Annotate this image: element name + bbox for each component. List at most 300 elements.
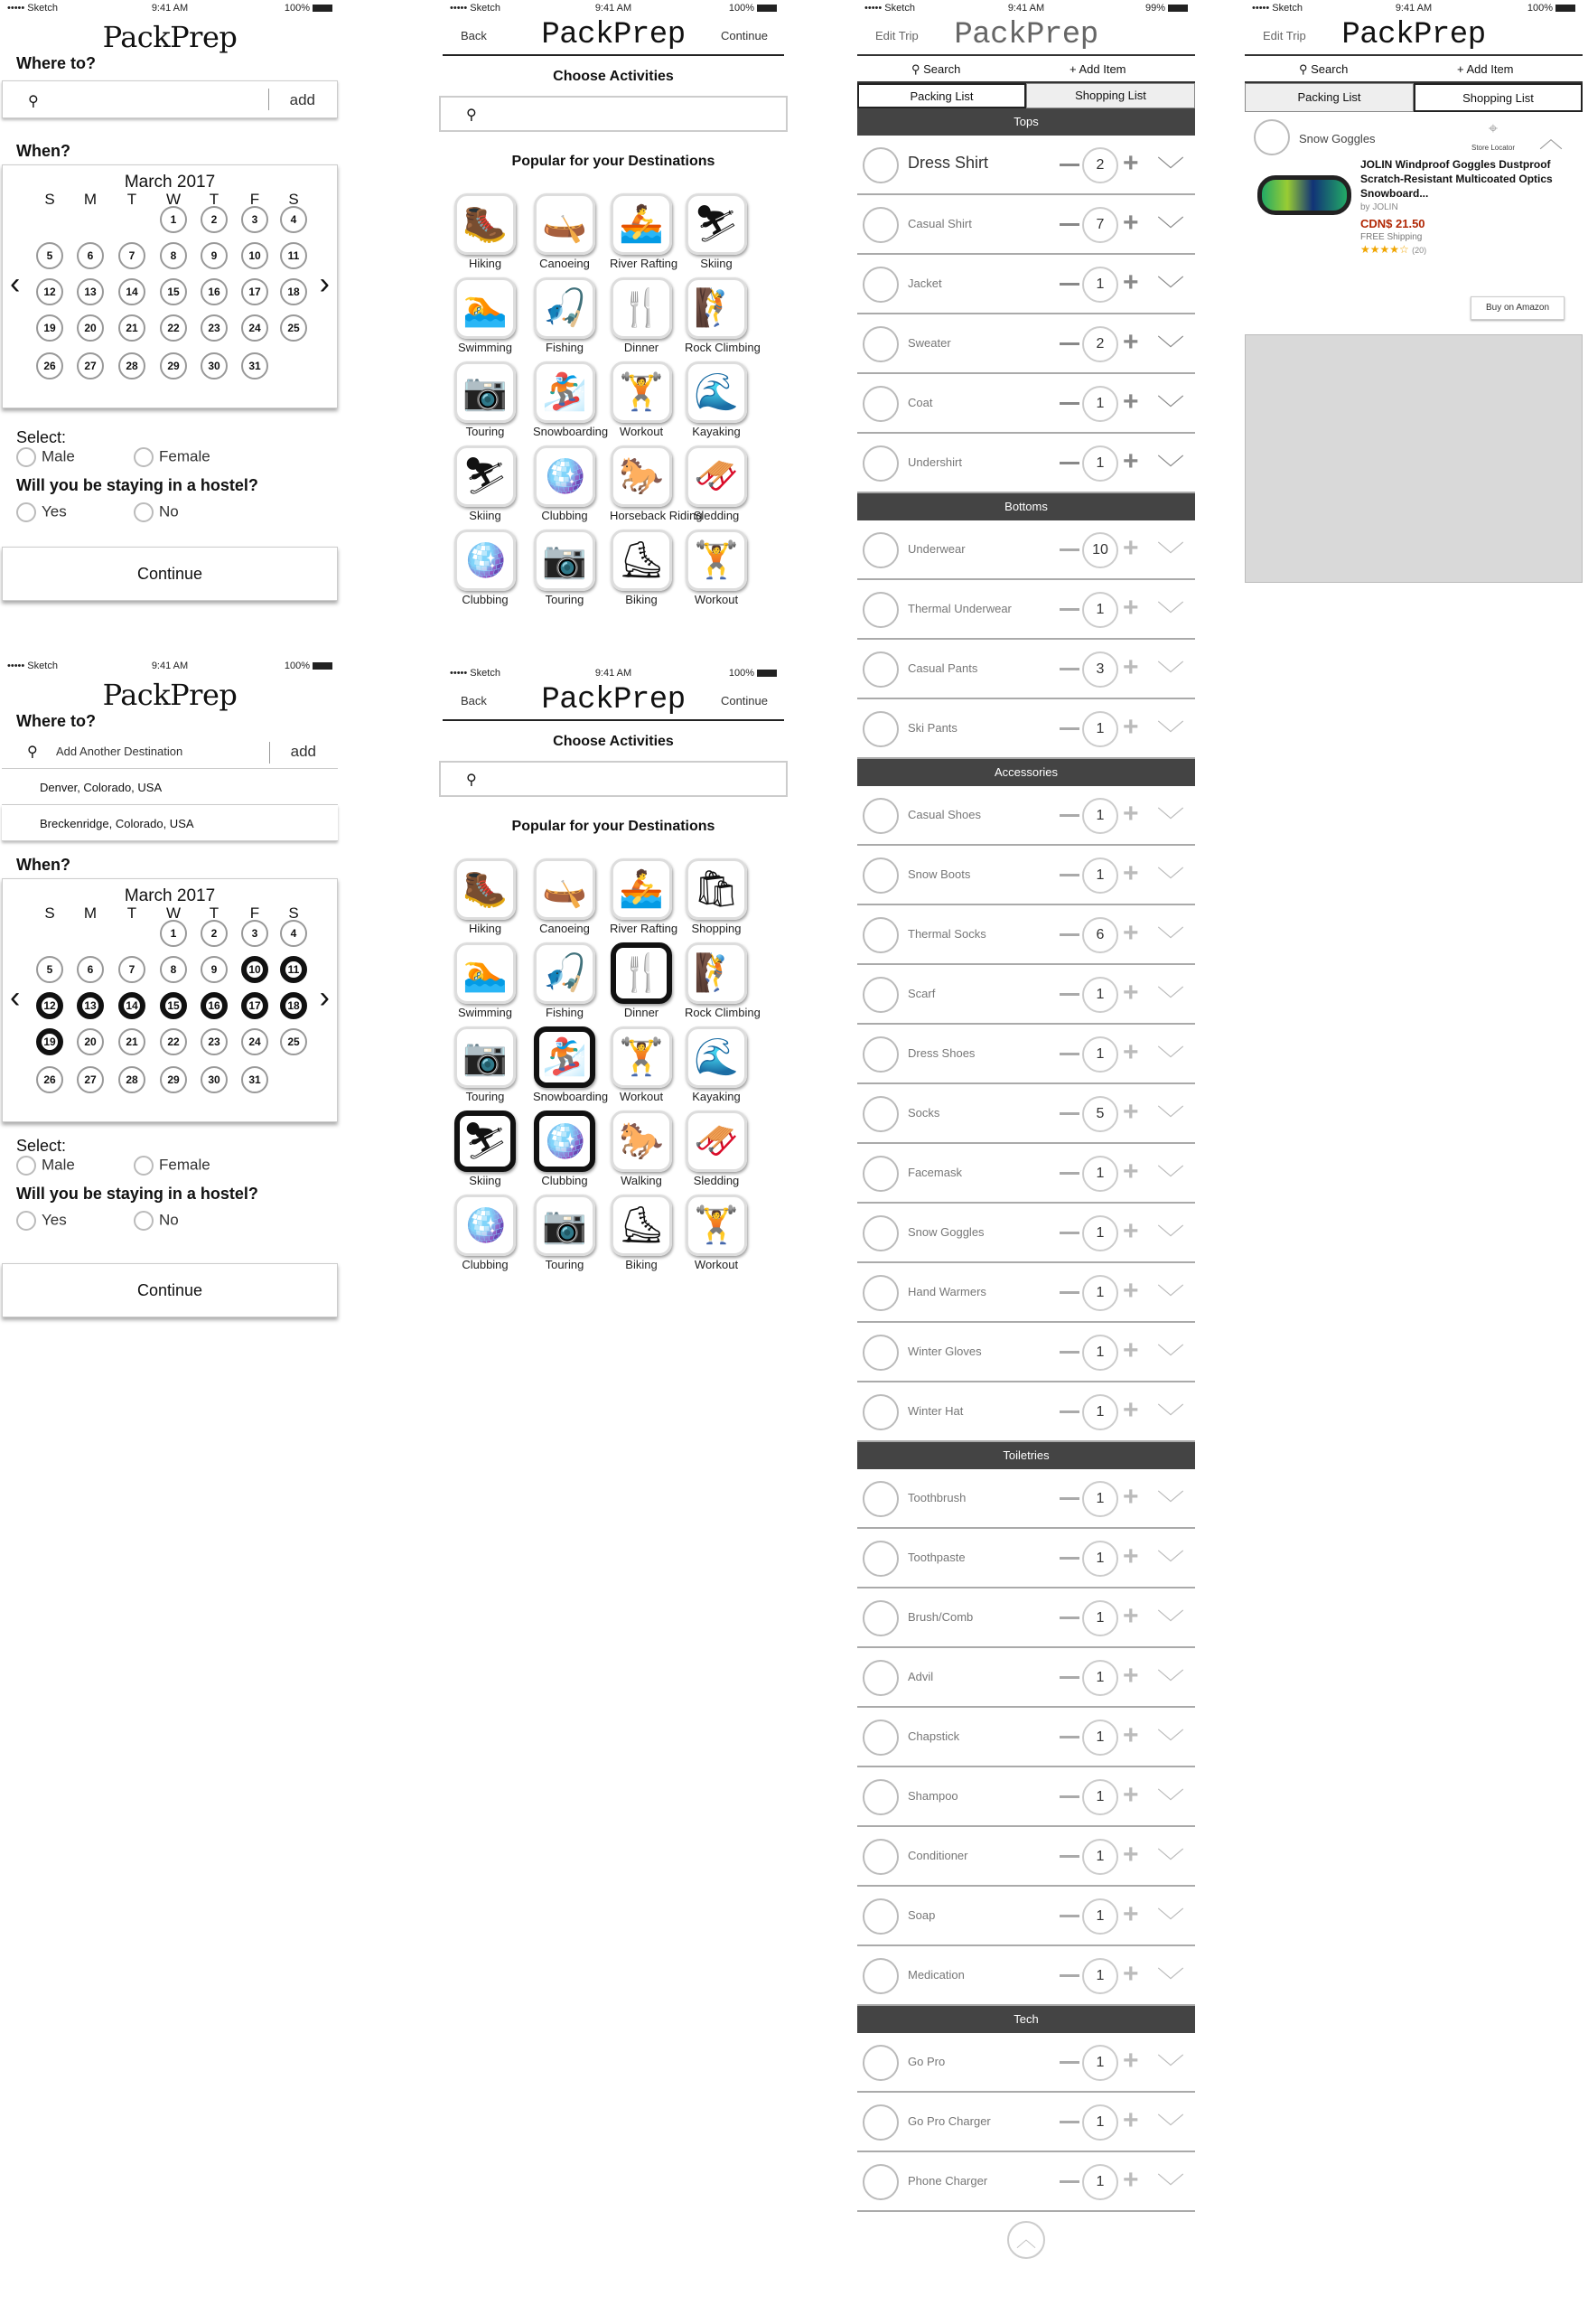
calendar-day[interactable]: 4 — [280, 920, 307, 947]
calendar-day[interactable]: 23 — [201, 1028, 228, 1055]
female-option[interactable] — [134, 447, 210, 467]
male-radio[interactable] — [16, 447, 36, 467]
calendar-day[interactable]: 21 — [118, 314, 145, 342]
activity-search[interactable] — [439, 761, 788, 797]
add-item-button[interactable]: + Add Item — [1457, 62, 1514, 76]
continue-button[interactable]: Continue — [2, 547, 338, 601]
increment-button[interactable]: + — [1123, 918, 1139, 948]
item-checkbox[interactable] — [863, 1958, 899, 1994]
decrement-button[interactable] — [1060, 402, 1079, 405]
decrement-button[interactable] — [1060, 1497, 1079, 1500]
increment-button[interactable]: + — [1123, 1959, 1139, 1989]
activity-skiing[interactable] — [685, 193, 748, 270]
increment-button[interactable]: + — [1123, 652, 1139, 682]
calendar-day[interactable]: 28 — [118, 352, 145, 380]
chevron-down-icon[interactable]: ﹀ — [1157, 2113, 1184, 2143]
calendar-day[interactable]: 2 — [201, 206, 228, 233]
buy-on-amazon-button[interactable]: Buy on Amazon — [1471, 296, 1565, 320]
calendar-day[interactable]: 18 — [280, 278, 307, 305]
activity-sledding[interactable] — [685, 1110, 748, 1187]
calendar-day[interactable]: 31 — [241, 352, 268, 380]
calendar-day[interactable]: 25 — [280, 1028, 307, 1055]
prev-month-arrow[interactable]: ‹ — [10, 980, 21, 1015]
no-option[interactable] — [134, 502, 179, 522]
calendar-day[interactable]: 13 — [77, 278, 104, 305]
decrement-button[interactable] — [1060, 1974, 1079, 1977]
packing-item-row — [857, 520, 1195, 580]
decrement-button[interactable] — [1060, 1351, 1079, 1354]
carrier: ••••• Sketch — [7, 3, 58, 14]
item-checkbox[interactable] — [863, 1275, 899, 1311]
chevron-down-icon[interactable]: ﹀ — [1157, 601, 1184, 631]
item-name: Snow Boots — [908, 867, 971, 881]
hostel-question: Will you be staying in a hostel? — [16, 1185, 258, 1203]
search-label: Search — [1311, 62, 1349, 76]
calendar-day[interactable]: 5 — [36, 242, 63, 269]
decrement-button[interactable] — [1060, 1795, 1079, 1798]
activity-canoeing[interactable] — [533, 858, 596, 935]
add-item-button[interactable]: + Add Item — [1070, 62, 1126, 76]
calendar-day[interactable]: 27 — [77, 352, 104, 380]
activity-fishing[interactable] — [533, 942, 596, 1019]
calendar-day[interactable]: 29 — [160, 352, 187, 380]
decrement-button[interactable] — [1060, 1616, 1079, 1619]
decrement-button[interactable] — [1060, 342, 1079, 345]
item-checkbox[interactable] — [863, 651, 899, 688]
calendar-day[interactable]: 14 — [118, 992, 145, 1019]
activity-touring[interactable] — [453, 361, 517, 438]
increment-button[interactable]: + — [1123, 1661, 1139, 1691]
item-checkbox[interactable] — [863, 1215, 899, 1251]
calendar-day[interactable]: 10 — [241, 242, 268, 269]
calendar-day[interactable]: 24 — [241, 314, 268, 342]
female-option[interactable] — [134, 1156, 210, 1176]
decrement-button[interactable] — [1060, 1410, 1079, 1413]
calendar-day[interactable]: 26 — [36, 352, 63, 380]
increment-button[interactable]: + — [1123, 1601, 1139, 1631]
item-checkbox[interactable] — [863, 2045, 899, 2081]
male-option[interactable] — [16, 447, 75, 467]
decrement-button[interactable] — [1060, 1232, 1079, 1234]
item-checkbox[interactable] — [863, 1839, 899, 1875]
chevron-down-icon[interactable]: ﹀ — [1157, 720, 1184, 750]
increment-button[interactable]: + — [1123, 533, 1139, 563]
item-checkbox[interactable] — [863, 1779, 899, 1815]
item-checkbox[interactable] — [863, 1036, 899, 1073]
chevron-down-icon[interactable]: ﹀ — [1157, 2173, 1184, 2203]
back-button[interactable]: Back — [461, 29, 487, 42]
activity-skiing[interactable] — [453, 1110, 517, 1187]
activity-dinner[interactable] — [610, 942, 673, 1019]
yes-option[interactable] — [16, 502, 67, 522]
destination-search[interactable] — [2, 735, 338, 769]
calendar-day[interactable]: 30 — [201, 1066, 228, 1093]
chevron-down-icon[interactable]: ﹀ — [1157, 1403, 1184, 1433]
collapse-chevron-icon[interactable]: ︿ — [1539, 126, 1564, 153]
item-checkbox[interactable] — [863, 1096, 899, 1132]
chevron-down-icon[interactable]: ﹀ — [1157, 335, 1184, 365]
decrement-button[interactable] — [1060, 1172, 1079, 1175]
chevron-down-icon[interactable]: ﹀ — [1157, 1105, 1184, 1135]
item-quantity: 7 — [1082, 207, 1118, 243]
calendar-day[interactable]: 7 — [118, 956, 145, 983]
activity-dinner[interactable] — [610, 277, 673, 354]
item-checkbox[interactable] — [863, 147, 899, 183]
chevron-down-icon[interactable]: ﹀ — [1157, 1907, 1184, 1937]
chevron-down-icon[interactable]: ﹀ — [1157, 1344, 1184, 1373]
decrement-button[interactable] — [1060, 1053, 1079, 1055]
decrement-button[interactable] — [1060, 2121, 1079, 2123]
yes-radio[interactable] — [16, 1211, 36, 1231]
decrement-button[interactable] — [1060, 2180, 1079, 2183]
calendar-day[interactable]: 2 — [201, 920, 228, 947]
activity-touring[interactable] — [533, 1195, 596, 1271]
tab-packing-list[interactable]: Packing List — [857, 83, 1026, 108]
activity-fishing[interactable] — [533, 277, 596, 354]
chevron-down-icon[interactable]: ﹀ — [1157, 2054, 1184, 2084]
female-radio[interactable] — [134, 1156, 154, 1176]
chevron-down-icon[interactable]: ﹀ — [1157, 395, 1184, 425]
item-checkbox[interactable] — [863, 1600, 899, 1636]
calendar-day[interactable]: 16 — [201, 278, 228, 305]
item-checkbox[interactable] — [863, 917, 899, 953]
chevron-down-icon[interactable]: ﹀ — [1157, 1788, 1184, 1818]
next-month-arrow[interactable]: › — [319, 267, 330, 301]
decrement-button[interactable] — [1060, 874, 1079, 876]
calendar-day[interactable]: 23 — [201, 314, 228, 342]
increment-button[interactable]: + — [1123, 387, 1139, 417]
search-input[interactable]: Add Another Destination — [56, 745, 183, 758]
calendar-day[interactable]: 12 — [36, 278, 63, 305]
add-destination-button[interactable]: add — [290, 743, 316, 760]
increment-button[interactable]: + — [1123, 1097, 1139, 1127]
decrement-button[interactable] — [1060, 2061, 1079, 2064]
back-button[interactable]: Back — [461, 694, 487, 708]
continue-button[interactable]: Continue — [720, 29, 768, 42]
decrement-button[interactable] — [1060, 933, 1079, 936]
calendar-day[interactable]: 8 — [160, 956, 187, 983]
calendar-day[interactable]: 5 — [36, 956, 63, 983]
calendar-day[interactable]: 26 — [36, 1066, 63, 1093]
calendar-day[interactable]: 12 — [36, 992, 63, 1019]
chevron-down-icon[interactable]: ﹀ — [1157, 276, 1184, 305]
item-checkbox[interactable] — [863, 1660, 899, 1696]
item-checkbox[interactable] — [863, 532, 899, 568]
product-title[interactable]: JOLIN Windproof Goggles Dustproof Scratch-Resistant Multicoated Optics Snowboard... — [1360, 158, 1553, 200]
item-checkbox[interactable] — [863, 1156, 899, 1192]
item-checkbox[interactable] — [863, 592, 899, 628]
calendar-day[interactable]: 17 — [241, 278, 268, 305]
item-checkbox[interactable] — [863, 2104, 899, 2141]
chevron-down-icon[interactable]: ﹀ — [1157, 867, 1184, 896]
calendar-day[interactable]: 1 — [160, 206, 187, 233]
chevron-down-icon[interactable]: ﹀ — [1157, 1729, 1184, 1758]
activity-clubbing[interactable] — [533, 445, 596, 522]
increment-button[interactable]: + — [1123, 208, 1139, 238]
female-radio[interactable] — [134, 447, 154, 467]
increment-button[interactable]: + — [1123, 1216, 1139, 1246]
increment-button[interactable]: + — [1123, 2105, 1139, 2135]
chevron-down-icon[interactable]: ﹀ — [1157, 1165, 1184, 1195]
tab-shopping-list[interactable]: Shopping List — [1026, 83, 1195, 108]
shopping-list-screen — [1245, 0, 1583, 583]
calendar-day[interactable]: 30 — [201, 352, 228, 380]
item-checkbox[interactable] — [863, 1720, 899, 1756]
destination-item[interactable]: Denver, Colorado, USA — [2, 769, 338, 805]
item-checkbox[interactable] — [863, 857, 899, 894]
chevron-down-icon[interactable]: ﹀ — [1157, 1967, 1184, 1997]
chevron-down-icon[interactable]: ﹀ — [1157, 216, 1184, 246]
increment-button[interactable]: + — [1123, 1542, 1139, 1571]
calendar-day[interactable]: 28 — [118, 1066, 145, 1093]
calendar-day[interactable]: 22 — [160, 1028, 187, 1055]
calendar-day[interactable]: 18 — [280, 992, 307, 1019]
calendar-day[interactable]: 4 — [280, 206, 307, 233]
decrement-button[interactable] — [1060, 993, 1079, 996]
next-month-arrow[interactable]: › — [319, 980, 330, 1015]
chevron-down-icon[interactable]: ﹀ — [1157, 1224, 1184, 1254]
continue-button[interactable]: Continue — [2, 1263, 338, 1317]
yes-option[interactable] — [16, 1211, 67, 1231]
tab-packing-list[interactable]: Packing List — [1245, 83, 1414, 112]
trip-setup-screen — [0, 0, 340, 614]
activity-touring[interactable] — [453, 1026, 517, 1103]
activity-horseback-riding[interactable] — [610, 445, 703, 522]
calendar-day[interactable]: 3 — [241, 206, 268, 233]
activity-search[interactable] — [439, 96, 788, 132]
activity-workout[interactable] — [610, 1026, 673, 1103]
chevron-down-icon[interactable]: ﹀ — [1157, 807, 1184, 837]
increment-button[interactable]: + — [1123, 2165, 1139, 2195]
search-button[interactable] — [1299, 62, 1348, 77]
decrement-button[interactable] — [1060, 1855, 1079, 1858]
edit-trip-button[interactable]: Edit Trip — [1263, 29, 1306, 42]
increment-button[interactable]: + — [1123, 2046, 1139, 2076]
search-button[interactable] — [911, 62, 960, 77]
item-checkbox[interactable] — [863, 326, 899, 362]
chevron-down-icon[interactable]: ﹀ — [1157, 1045, 1184, 1075]
calendar-day[interactable]: 27 — [77, 1066, 104, 1093]
activity-walking[interactable] — [610, 1110, 673, 1187]
calendar-day[interactable]: 10 — [241, 956, 268, 983]
decrement-button[interactable] — [1060, 814, 1079, 817]
item-quantity: 1 — [1082, 1600, 1118, 1636]
calendar-day[interactable]: 31 — [241, 1066, 268, 1093]
decrement-button[interactable] — [1060, 1112, 1079, 1115]
calendar-day[interactable]: 1 — [160, 920, 187, 947]
chevron-down-icon[interactable]: ﹀ — [1157, 926, 1184, 956]
decrement-button[interactable] — [1060, 1557, 1079, 1560]
increment-button[interactable]: + — [1123, 267, 1139, 297]
activity-hiking[interactable] — [453, 858, 517, 935]
decrement-button[interactable] — [1060, 462, 1079, 464]
increment-button[interactable]: + — [1123, 712, 1139, 742]
calendar-day[interactable]: 20 — [77, 1028, 104, 1055]
store-locator-button[interactable] — [1462, 119, 1525, 155]
increment-button[interactable]: + — [1123, 1037, 1139, 1067]
increment-button[interactable]: + — [1123, 978, 1139, 1007]
calendar-day[interactable]: 20 — [77, 314, 104, 342]
calendar-day[interactable]: 9 — [201, 956, 228, 983]
continue-button[interactable]: Continue — [720, 694, 768, 708]
calendar-day[interactable]: 15 — [160, 278, 187, 305]
activity-workout[interactable] — [685, 529, 748, 606]
increment-button[interactable]: + — [1123, 593, 1139, 623]
activity-kayaking[interactable] — [685, 1026, 748, 1103]
item-checkbox[interactable] — [863, 798, 899, 834]
scroll-top-button[interactable]: ︿ — [1007, 2221, 1045, 2259]
tab-shopping-list[interactable]: Shopping List — [1414, 83, 1583, 112]
no-radio[interactable] — [134, 1211, 154, 1231]
increment-button[interactable]: + — [1123, 1840, 1139, 1870]
add-destination-button[interactable]: add — [289, 91, 315, 108]
increment-button[interactable]: + — [1123, 1276, 1139, 1306]
increment-button[interactable]: + — [1123, 1157, 1139, 1186]
battery-icon — [313, 5, 332, 12]
activity-hiking[interactable] — [453, 193, 517, 270]
activity-skiing[interactable] — [453, 445, 517, 522]
item-checkbox[interactable] — [863, 1898, 899, 1935]
chevron-down-icon[interactable]: ﹀ — [1157, 986, 1184, 1016]
increment-button[interactable]: + — [1123, 799, 1139, 829]
chevron-down-icon[interactable]: ﹀ — [1157, 454, 1184, 484]
destination-item[interactable]: Breckenridge, Colorado, USA — [2, 805, 338, 841]
calendar-day[interactable]: 15 — [160, 992, 187, 1019]
activity-clubbing[interactable] — [453, 529, 517, 606]
activity-rock-climbing[interactable] — [685, 942, 761, 1019]
calendar-day[interactable]: 9 — [201, 242, 228, 269]
prev-month-arrow[interactable]: ‹ — [10, 267, 21, 301]
calendar-day[interactable]: 16 — [201, 992, 228, 1019]
activity-kayaking[interactable] — [685, 361, 748, 438]
decrement-button[interactable] — [1060, 223, 1079, 226]
yes-radio[interactable] — [16, 502, 36, 522]
calendar-day[interactable]: 11 — [280, 242, 307, 269]
increment-button[interactable]: + — [1123, 446, 1139, 476]
item-checkbox[interactable] — [863, 445, 899, 482]
item-checkbox[interactable] — [863, 267, 899, 303]
increment-button[interactable]: + — [1123, 1395, 1139, 1425]
item-checkbox[interactable] — [863, 1541, 899, 1577]
calendar-day[interactable]: 17 — [241, 992, 268, 1019]
chevron-down-icon[interactable]: ﹀ — [1157, 541, 1184, 571]
activity-biking[interactable] — [610, 529, 673, 606]
item-checkbox[interactable] — [863, 2164, 899, 2200]
activity-sledding[interactable] — [685, 445, 748, 522]
decrement-button[interactable] — [1060, 283, 1079, 286]
chevron-down-icon[interactable]: ﹀ — [1157, 1669, 1184, 1699]
activity-snowboarding[interactable] — [533, 361, 609, 438]
male-option[interactable] — [16, 1156, 75, 1176]
item-checkbox[interactable] — [863, 386, 899, 422]
activity-river-rafting[interactable] — [610, 858, 678, 935]
activity-clubbing[interactable] — [533, 1110, 596, 1187]
calendar-day[interactable]: 3 — [241, 920, 268, 947]
activity-snowboarding[interactable] — [533, 1026, 609, 1103]
increment-button[interactable]: + — [1123, 327, 1139, 357]
item-checkbox[interactable] — [863, 1394, 899, 1430]
decrement-button[interactable] — [1060, 548, 1079, 551]
activity-label: Rock Climbing — [685, 1006, 761, 1019]
activity-swimming[interactable] — [453, 277, 517, 354]
activity-shopping[interactable] — [685, 858, 748, 935]
decrement-button[interactable] — [1060, 1736, 1079, 1738]
edit-trip-button[interactable]: Edit Trip — [875, 29, 919, 42]
activity-touring[interactable] — [533, 529, 596, 606]
activity-workout[interactable] — [610, 361, 673, 438]
item-checkbox[interactable] — [863, 207, 899, 243]
activity-biking[interactable] — [610, 1195, 673, 1271]
decrement-button[interactable] — [1060, 727, 1079, 730]
calendar-day[interactable]: 19 — [36, 314, 63, 342]
fishing-icon: 🎣 — [534, 942, 595, 1004]
male-radio[interactable] — [16, 1156, 36, 1176]
calendar-day[interactable]: 19 — [36, 1028, 63, 1055]
increment-button[interactable]: + — [1123, 148, 1139, 178]
increment-button[interactable]: + — [1123, 1780, 1139, 1810]
item-checkbox[interactable] — [1254, 119, 1290, 155]
calendar-day[interactable]: 7 — [118, 242, 145, 269]
increment-button[interactable]: + — [1123, 858, 1139, 888]
calendar-day[interactable]: 22 — [160, 314, 187, 342]
calendar-day[interactable]: 6 — [77, 242, 104, 269]
calendar-day[interactable]: 21 — [118, 1028, 145, 1055]
chevron-down-icon[interactable]: ﹀ — [1157, 1848, 1184, 1878]
decrement-button[interactable] — [1060, 668, 1079, 670]
chevron-down-icon[interactable]: ﹀ — [1157, 156, 1184, 186]
activity-swimming[interactable] — [453, 942, 517, 1019]
calendar-day[interactable]: 11 — [280, 956, 307, 983]
item-checkbox[interactable] — [863, 711, 899, 747]
decrement-button[interactable] — [1060, 164, 1079, 166]
item-checkbox[interactable] — [863, 1335, 899, 1371]
increment-button[interactable]: + — [1123, 1720, 1139, 1750]
chevron-down-icon[interactable]: ﹀ — [1157, 1550, 1184, 1579]
activity-clubbing[interactable] — [453, 1195, 517, 1271]
decrement-button[interactable] — [1060, 608, 1079, 611]
destination-search[interactable] — [2, 80, 338, 118]
chevron-down-icon[interactable]: ﹀ — [1157, 1609, 1184, 1639]
no-radio[interactable] — [134, 502, 154, 522]
activity-workout[interactable] — [685, 1195, 748, 1271]
chevron-down-icon[interactable]: ﹀ — [1157, 1284, 1184, 1314]
calendar-day[interactable]: 6 — [77, 956, 104, 983]
calendar-day[interactable]: 14 — [118, 278, 145, 305]
calendar-day[interactable]: 25 — [280, 314, 307, 342]
increment-button[interactable]: + — [1123, 1335, 1139, 1365]
item-checkbox[interactable] — [863, 1481, 899, 1517]
calendar-day[interactable]: 8 — [160, 242, 187, 269]
increment-button[interactable]: + — [1123, 1899, 1139, 1929]
increment-button[interactable]: + — [1123, 1482, 1139, 1512]
decrement-button[interactable] — [1060, 1676, 1079, 1679]
weekday-label: M — [83, 904, 98, 922]
chevron-down-icon[interactable]: ﹀ — [1157, 1490, 1184, 1520]
decrement-button[interactable] — [1060, 1291, 1079, 1294]
activity-rock-climbing[interactable] — [685, 277, 761, 354]
item-checkbox[interactable] — [863, 977, 899, 1013]
calendar-day[interactable]: 24 — [241, 1028, 268, 1055]
decrement-button[interactable] — [1060, 1915, 1079, 1917]
shopping-item-row[interactable] — [1245, 112, 1583, 157]
calendar-day[interactable]: 29 — [160, 1066, 187, 1093]
activity-river-rafting[interactable] — [610, 193, 678, 270]
packing-item-row — [857, 1827, 1195, 1887]
calendar-day[interactable]: 13 — [77, 992, 104, 1019]
chevron-down-icon[interactable]: ﹀ — [1157, 661, 1184, 690]
activity-canoeing[interactable] — [533, 193, 596, 270]
no-option[interactable] — [134, 1211, 179, 1231]
